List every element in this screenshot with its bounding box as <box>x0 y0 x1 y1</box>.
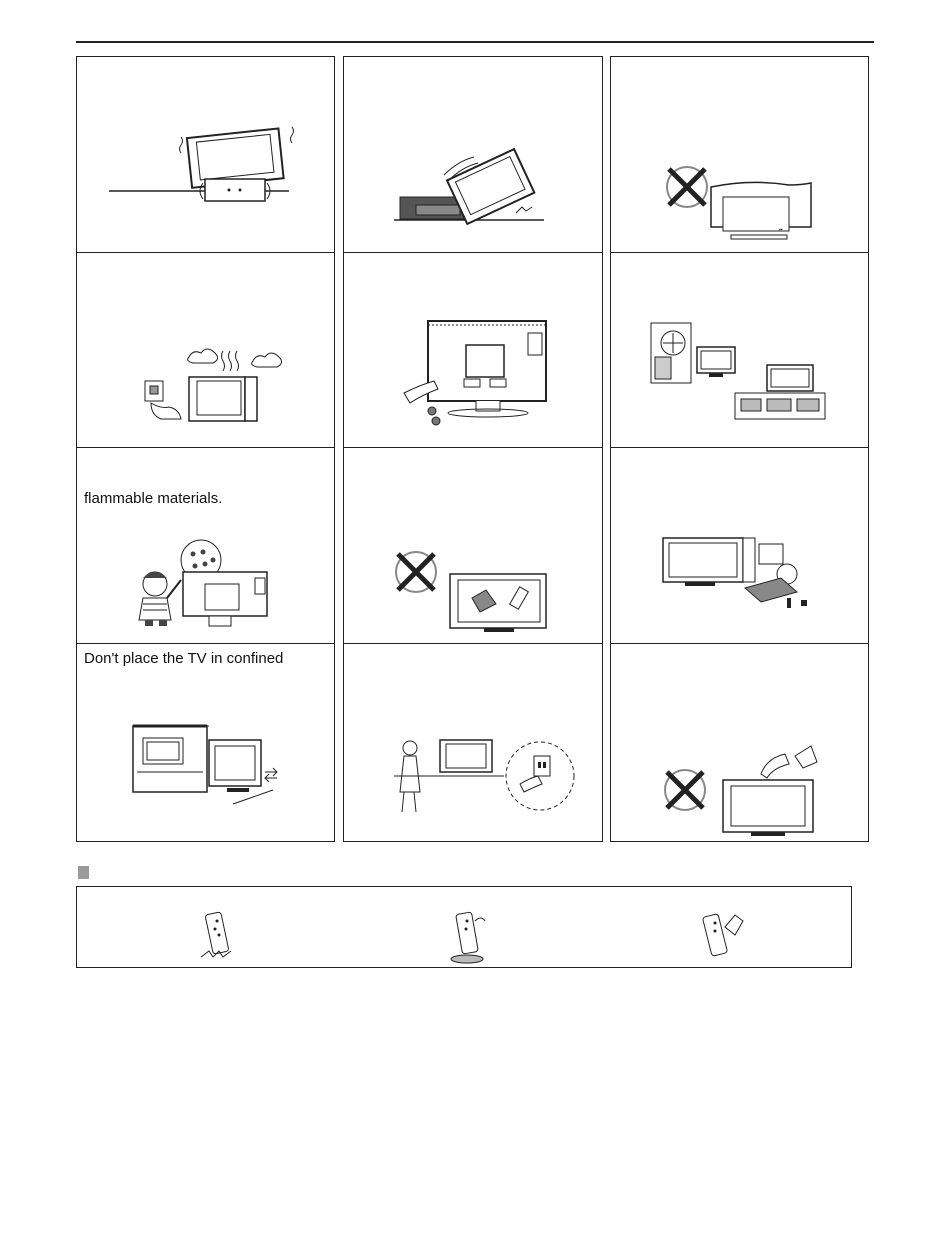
caption-flammable: flammable materials. <box>84 490 223 507</box>
tv-ventilation-space-icon <box>77 644 335 842</box>
remote-cleaning-icon <box>693 887 753 967</box>
remote-care-box <box>76 886 852 968</box>
person-unplug-outlet-icon <box>344 644 603 842</box>
safety-cell-8 <box>343 447 603 644</box>
tv-near-heater-icon <box>611 253 869 449</box>
tv-away-from-devices-icon <box>611 448 869 644</box>
no-liquid-pour-icon <box>611 644 869 842</box>
safety-cell-11 <box>343 643 603 842</box>
safety-cell-6 <box>610 252 869 449</box>
safety-illustration-grid <box>76 56 871 842</box>
tv-brand-label: ▪▪ <box>779 227 783 233</box>
tv-shaking-on-stand-icon <box>77 57 335 254</box>
safety-cell-9 <box>610 447 869 644</box>
safety-cell-12 <box>610 643 869 842</box>
safety-cell-2 <box>343 56 603 254</box>
safety-cell-1 <box>76 56 335 254</box>
header-rule <box>76 41 874 43</box>
note-icon <box>78 866 89 879</box>
child-inserting-objects-icon <box>77 448 335 644</box>
remote-dropped-icon <box>187 887 247 967</box>
caption-confined: Don't place the TV in confined <box>84 650 284 667</box>
safety-cell-3 <box>610 56 869 254</box>
safety-cell-7 <box>76 447 335 644</box>
no-cleaning-spray-icon <box>344 448 603 644</box>
safety-cell-5 <box>343 252 603 449</box>
tv-smoke-unplug-icon <box>77 253 335 449</box>
tv-back-cables-icon <box>344 253 603 449</box>
tv-falling-off-stand-icon <box>344 57 603 254</box>
remote-wet-icon <box>437 887 497 967</box>
no-cover-tv-icon <box>611 57 869 254</box>
safety-cell-4 <box>76 252 335 449</box>
safety-cell-10 <box>76 643 335 842</box>
